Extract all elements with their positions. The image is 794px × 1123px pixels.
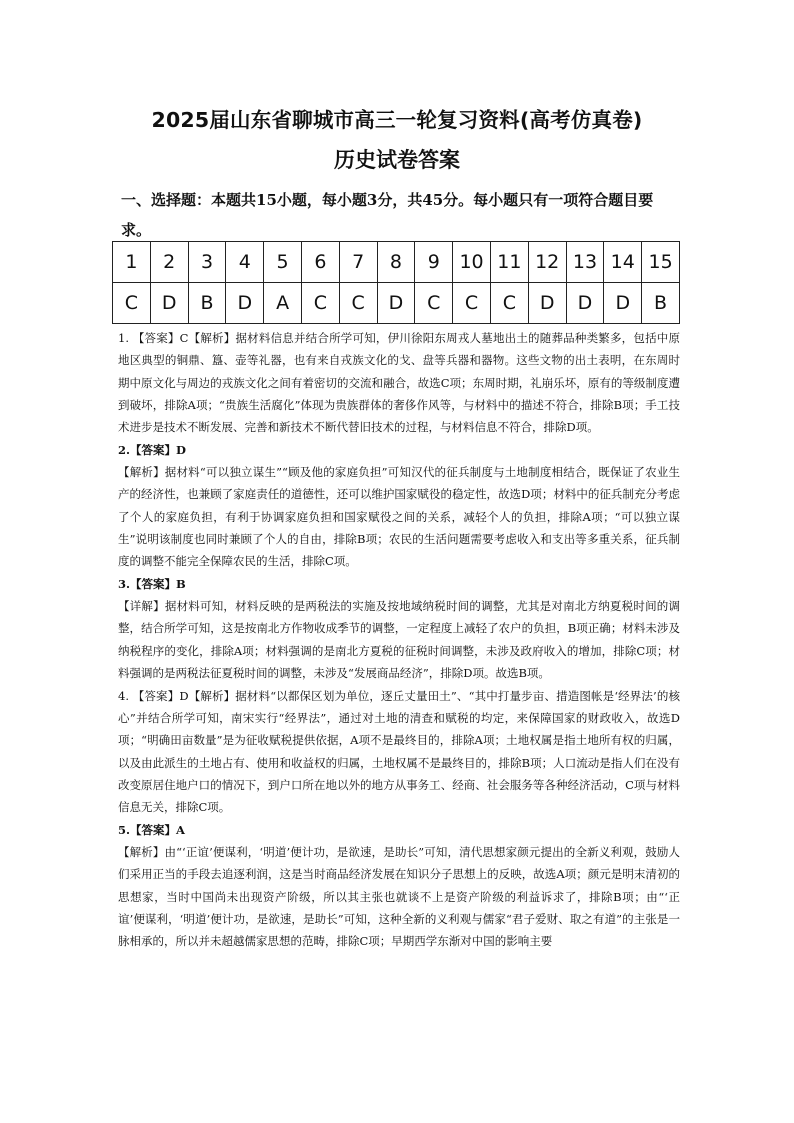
- question-number-row: [113, 242, 680, 283]
- answer-heading-q3: 3.【答案】B: [118, 576, 186, 591]
- explanation-q3: 【详解】据材料可知，材料反映的是两税法的实施及按地域纳税时间的调整，尤其是对南北方纳夏税时间的调整，结合所学可知，这是按南北方作物收成季节的调整，一定程度上减轻了农户的负担，B项正确；材料未涉及纳税程序的变化，排除A项；材料强调的是南北方夏税的征税时间调整，未涉及政府收入的增加，排除C项；材料强调的是两税法征夏税时间的调整，未涉及“发展商品经济”，排除D项。故选B项。: [118, 599, 680, 681]
- answer-letter: C: [301, 283, 339, 324]
- explanation-q5: 【解析】由“‘正谊’便谋利，‘明道’便计功，是欲速，是助长”可知，清代思想家颜元提出的全新义利观，鼓励人们采用正当的手段去追逐利润，这是当时商品经济发展在知识分子思想上的反映，故选A项；颜元是明末清初的思想家，当时中国尚未出现资产阶级，所以其主张也就谈不上是资产阶级的利益诉求了，排除B项；由“‘正谊’便谋利，‘明道’便计功，是欲速，是助长”可知，这种全新的义利观与儒家“君子爱财、取之有道”的主张是一脉相承的，所以并未超越儒家思想的范畴，排除C项；早期西学东渐对中国的影响主要: [118, 844, 680, 949]
- document-subtitle: 历史试卷答案: [334, 148, 460, 172]
- answer-table: [112, 241, 680, 324]
- answer-letter: D: [566, 283, 604, 324]
- question-number: 14: [604, 242, 642, 283]
- answer-letter: D: [377, 283, 415, 324]
- answer-letter: B: [188, 283, 226, 324]
- answer-heading-q2: 2.【答案】D: [118, 442, 186, 457]
- answer-heading-q5: 5.【答案】A: [118, 822, 185, 837]
- question-number: 2: [150, 242, 188, 283]
- answer-letter: D: [150, 283, 188, 324]
- answer-letter: D: [604, 283, 642, 324]
- explanation-q4: 4. 【答案】D【解析】据材料“以都保区划为单位，逐丘丈量田土”、“其中打量步亩、措造图帐是‘经界法’的核心”并结合所学可知，南宋实行“经界法”，通过对土地的清查和赋税的均定，来保障国家的财政收入，故选D项；“明确田亩数量”是为征收赋税提供依据，A项不是最终目的，排除A项；土地权属是指土地所有权的归属，以及由此派生的土地占有、使用和收益权的归属，土地权属不是最终目的，排除B项；人口流动是指人们在没有改变原居住地户口的情况下，到户口所在地以外的地方从事务工、经商、社会服务等各种经济活动，C项与材料信息无关，排除C项。: [118, 688, 680, 815]
- question-number: 8: [377, 242, 415, 283]
- question-number: 13: [566, 242, 604, 283]
- question-number: 3: [188, 242, 226, 283]
- answer-letter: C: [415, 283, 453, 324]
- question-number: 7: [339, 242, 377, 283]
- question-number: 9: [415, 242, 453, 283]
- section-heading: 一、选择题：本题共15小题，每小题3分，共45分。每小题只有一项符合题目要求。: [121, 191, 654, 239]
- question-number: 10: [453, 242, 491, 283]
- answer-letter: A: [264, 283, 302, 324]
- question-number: 12: [528, 242, 566, 283]
- question-number: 1: [113, 242, 151, 283]
- answer-letter-row: [113, 283, 680, 324]
- answer-letter: B: [642, 283, 680, 324]
- question-number: 5: [264, 242, 302, 283]
- answer-letter: C: [453, 283, 491, 324]
- explanation-q2: 【解析】据材料“可以独立谋生”“顾及他的家庭负担”可知汉代的征兵制度与土地制度相结合，既保证了农业生产的经济性，也兼顾了家庭责任的道德性，还可以维护国家赋役的稳定性，故选D项；材料中的征兵制充分考虑了个人的家庭负担，有利于协调家庭负担和国家赋役之间的关系，减轻个人的负担，排除A项；“可以独立谋生”说明该制度也同时兼顾了个人的自由，排除B项；农民的生活问题需要考虑收入和支出等多重关系，征兵制度的调整不能完全保障农民的生活，排除C项。: [118, 465, 680, 569]
- question-number: 11: [490, 242, 528, 283]
- answer-letter: C: [339, 283, 377, 324]
- answer-letter: C: [490, 283, 528, 324]
- question-number: 6: [301, 242, 339, 283]
- explanations: [118, 327, 680, 953]
- question-number: 15: [642, 242, 680, 283]
- answer-letter: D: [528, 283, 566, 324]
- explanation-q1: 1. 【答案】C【解析】据材料信息并结合所学可知，伊川徐阳东周戎人墓地出土的随葬品种类繁多，包括中原地区典型的铜鼎、簋、壶等礼器，也有来自戎族文化的戈、盘等兵器和器物。这些文物的出土表明，在东周时期中原文化与周边的戎族文化之间有着密切的交流和融合，故选C项；东周时期，礼崩乐坏，原有的等级制度遭到破坏，排除A项；“贵族生活腐化”体现为贵族群体的奢侈作风等，与材料中的描述不符合，排除B项；手工技术进步是技术不断发展、完善和新技术不断代替旧技术的过程，与材料信息不符合，排除D项。: [118, 331, 680, 435]
- answer-letter: D: [226, 283, 264, 324]
- document-title: 2025届山东省聊城市高三一轮复习资料(高考仿真卷): [151, 108, 643, 132]
- question-number: 4: [226, 242, 264, 283]
- answer-letter: C: [113, 283, 151, 324]
